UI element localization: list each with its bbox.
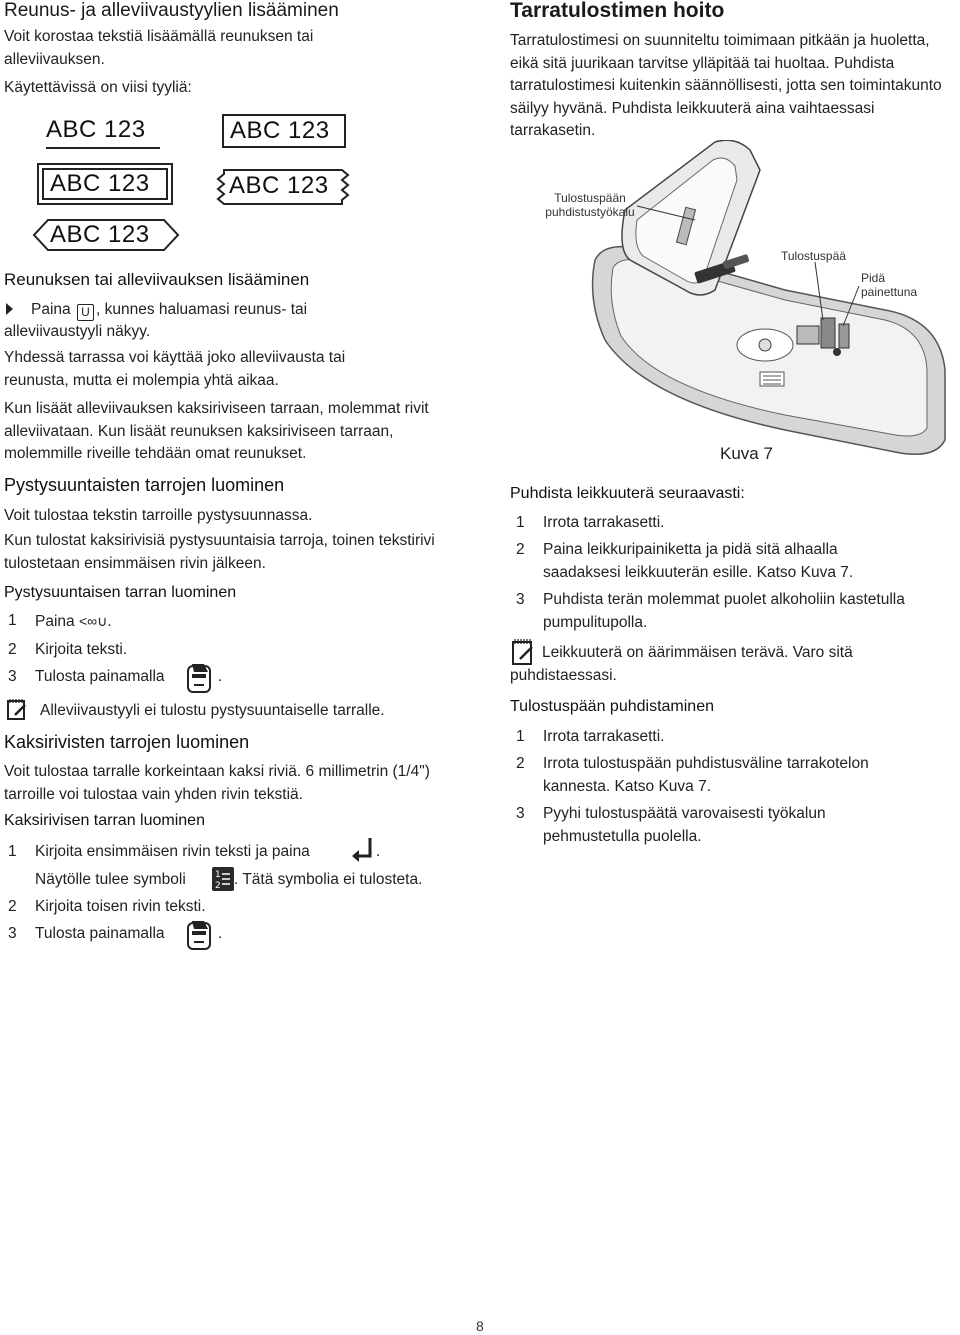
step-text: Pyyhi tulostuspäätä varovaisesti työkalun pehmustetulla puolella. <box>543 805 826 845</box>
step-text: Puhdista terän molemmat puolet alkoholiin kastetulla pumpulitupolla. <box>543 591 905 631</box>
section-title-care: Tarratulostimen hoito <box>510 0 725 22</box>
twoline-step-1 <box>8 841 468 865</box>
vertical-text-key-icon: <∞∪ <box>78 613 108 629</box>
print-key-icon <box>186 919 212 951</box>
step-number: 2 <box>516 541 525 558</box>
printer-illustration <box>585 140 960 470</box>
label-print-head: Tulostuspää <box>781 249 846 263</box>
sample-text: ABC 123 <box>229 172 329 199</box>
twoline-step-1c: . Tätä symbolia ei tulosteta. <box>234 871 423 888</box>
step-dot: . <box>107 613 112 630</box>
svg-text:1: 1 <box>215 870 221 880</box>
paragraph-vertical: Voit tulostaa tekstin tarroille pystysuunnassa. <box>4 507 313 524</box>
step-text: Irrota tarrakasetti. <box>543 728 665 745</box>
style-sample-scroll-border <box>212 168 354 206</box>
heading-create-vertical: Pystysuuntaisen tarran luominen <box>4 584 237 601</box>
step-number: 3 <box>516 805 525 822</box>
paragraph-vertical-two: Kun tulostat kaksirivisiä pystysuuntaisia tarroja, toinen tekstirivi tulostetaan ensimmäisen rivin jälkeen. <box>4 532 435 572</box>
step-number: 1 <box>516 728 525 745</box>
heading-add-border: Reunuksen tai alleviivauksen lisääminen <box>4 270 310 289</box>
vertical-note: Alleviivaustyyli ei tulostu pystysuuntaiselle tarralle. <box>40 702 385 719</box>
printer-figure <box>585 140 960 470</box>
step-number: 1 <box>8 612 17 629</box>
heading-twoline: Kaksirivisten tarrojen luominen <box>4 732 250 752</box>
vertical-step-3 <box>8 666 458 700</box>
paragraph-emphasize: Voit korostaa tekstiä lisäämällä reunuksen tai alleviivauksen. <box>4 28 314 68</box>
sample-text: ABC 123 <box>50 170 150 197</box>
style-sample-square-border <box>222 114 346 148</box>
step-number: 2 <box>8 898 17 915</box>
sample-text: ABC 123 <box>46 116 146 143</box>
twoline-step-3 <box>8 923 458 947</box>
svg-text:2: 2 <box>215 881 221 891</box>
note-icon <box>6 698 28 722</box>
cutter-step-1 <box>516 512 956 536</box>
heading-clean-cutter: Puhdista leikkuuterä seuraavasti: <box>510 485 745 502</box>
figure-caption: Kuva 7 <box>720 444 773 463</box>
step-text: Kirjoita teksti. <box>35 641 128 658</box>
bullet-text-a: Paina <box>31 301 71 318</box>
enter-key-icon <box>350 836 376 864</box>
step-number: 3 <box>8 925 17 942</box>
style-sample-underline <box>46 114 164 148</box>
underline-key-icon: U <box>77 304 94 321</box>
section-title-borders: Reunus- ja alleviivaustyylien lisääminen <box>4 0 339 21</box>
paragraph-styles: Käytettävissä on viisi tyyliä: <box>4 79 192 96</box>
twoline-step-2 <box>8 896 458 920</box>
head-step-3 <box>516 803 956 849</box>
step-number: 1 <box>8 843 17 860</box>
paragraph-twoline: Voit tulostaa tarralle korkeintaan kaksi riviä. 6 millimetrin (1/4") tarroille voi tulostaa vain yhden rivin tekstiä. <box>4 763 430 803</box>
step-text: Irrota tarrakasetti. <box>543 514 665 531</box>
twoline-step-1b: Näytölle tulee symboli <box>35 871 186 888</box>
bullet-text-c: alleviivaustyyli näkyy. <box>4 323 151 340</box>
paragraph-care: Tarratulostimesi on suunniteltu toimimaan pitkään ja huoletta, eikä sitä juurikaan tarvitse ylläpitää tai huoltaa. Puhdista tarratulostimesi kuitenkin säännöllisesti, jotta sen toimintakunto säilyy hyvänä. Puhdista leikkuuterä aina vaihtaessasi tarrakasetin. <box>510 32 942 139</box>
page-number: 8 <box>476 1318 484 1334</box>
step-text: Tulosta painamalla <box>35 668 165 685</box>
bullet-arrow-icon <box>6 303 13 315</box>
step-text: Paina leikkuripainiketta ja pidä sitä alhaalla saadaksesi leikkuuterän esille. Katso Kuva 7. <box>543 541 854 581</box>
vertical-step-2 <box>8 639 458 663</box>
step-number: 2 <box>516 755 525 772</box>
step-text: Tulosta painamalla <box>35 925 165 942</box>
heading-clean-head: Tulostuspään puhdistaminen <box>510 698 714 715</box>
step-dot: . <box>218 925 223 942</box>
step-text: Kirjoita toisen rivin teksti. <box>35 898 206 915</box>
heading-create-twoline: Kaksirivisen tarran luominen <box>4 812 205 829</box>
step-text: Kirjoita ensimmäisen rivin teksti ja paina <box>35 843 310 860</box>
sample-text: ABC 123 <box>230 117 330 144</box>
head-step-1 <box>516 726 956 750</box>
cutter-step-2 <box>516 539 956 585</box>
label-cleaning-tool: Tulostuspään puhdistustyökalu <box>545 191 635 219</box>
vertical-step-1 <box>8 610 458 634</box>
sample-text: ABC 123 <box>50 221 150 248</box>
paragraph-one-label: Yhdessä tarrassa voi käyttää joko alleviivausta tai reunusta, mutta ei molempia yhtä aikaa. <box>4 349 346 389</box>
cutter-note: Leikkuuterä on äärimmäisen terävä. Varo sitä puhdistaessasi. <box>510 644 853 684</box>
head-step-2 <box>516 753 956 799</box>
style-sample-shadow-border <box>42 168 168 200</box>
step-number: 2 <box>8 641 17 658</box>
step-number: 3 <box>8 668 17 685</box>
bullet-text-b: , kunnes haluamasi reunus- tai <box>95 301 308 318</box>
step-number: 1 <box>516 514 525 531</box>
style-sample-pointed-border <box>32 218 180 252</box>
step-dot: . <box>218 668 223 685</box>
cutter-step-3 <box>516 589 960 635</box>
two-line-symbol-icon <box>212 867 234 891</box>
heading-vertical: Pystysuuntaisten tarrojen luominen <box>4 475 285 495</box>
step-dot: . <box>376 843 381 860</box>
step-text: Irrota tulostuspään puhdistusväline tarrakotelon kannesta. Katso Kuva 7. <box>543 755 869 795</box>
step-number: 3 <box>516 591 525 608</box>
print-key-icon <box>186 662 212 694</box>
label-hold-pressed: Pidä painettuna <box>861 271 918 299</box>
step-text: Paina <box>35 613 75 630</box>
paragraph-two-line: Kun lisäät alleviivauksen kaksiriviseen tarraan, molemmat rivit alleviivataan. Kun lisäät reunuksen kaksiriviseen tarraan, molemmille riveille tehdään omat reunukset. <box>4 400 429 462</box>
